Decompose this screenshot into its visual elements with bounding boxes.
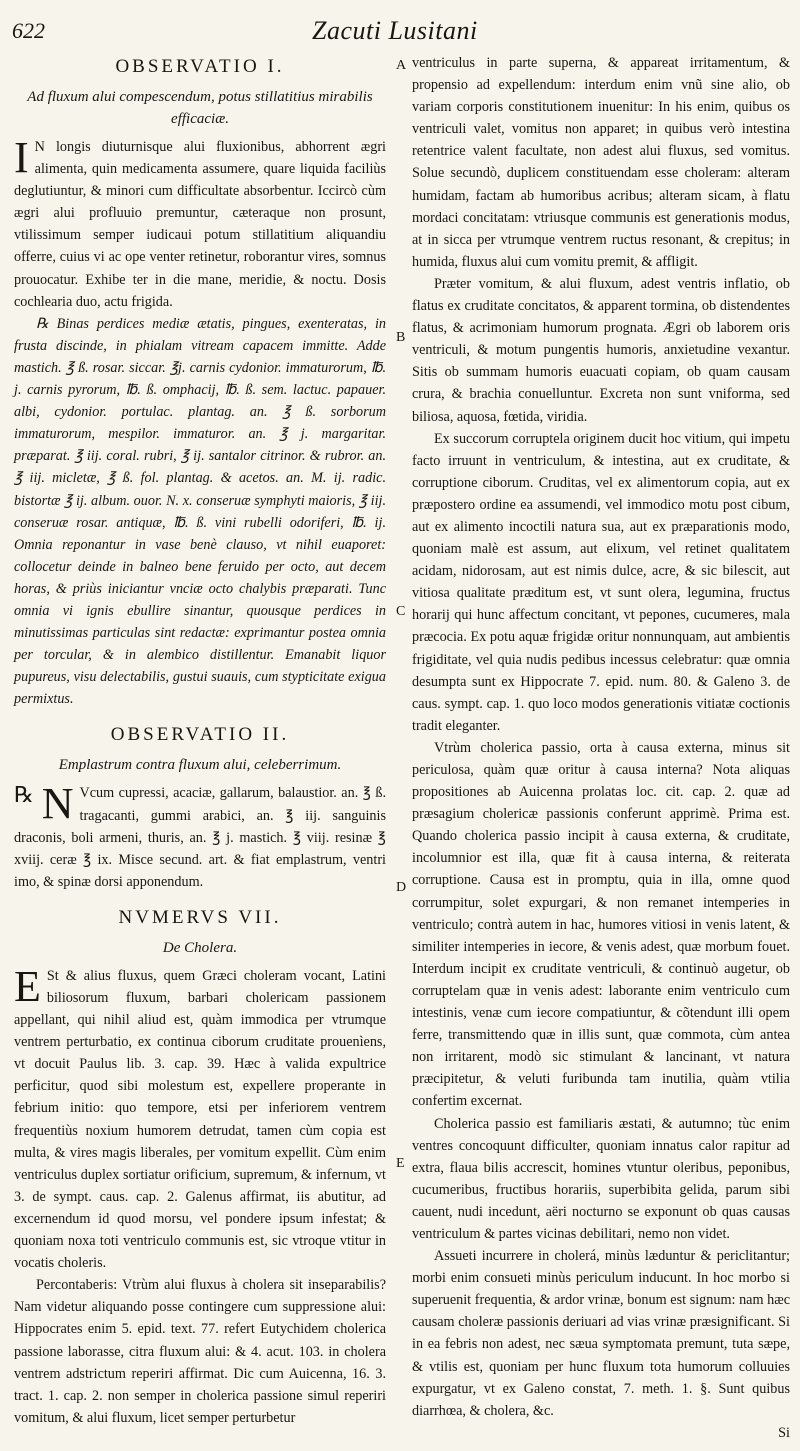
cholera-paragraph <box>14 961 386 1274</box>
paragraph: ventriculus in parte superna, & appareat irritamentum, & propensio ad expellendum: interdum enim vnũ sine alio, ob variam corporis constitutionem inuenitur: In his enim, quibus os ventriculi valet, vomitus non apparet; in quibus verò intestina retentrice valent facultate, non adest alui fluxus, sed vomitus. Solue secundò, duplicem constituendam esse choleram: alteram humidam, factam ab humoribus acribus; alteram sicam, à flatu mordaci concitatam: vtriusque communis est generationis modus, at in sicca per vtrumque ventrem ructus resonant, & crepitus; in humida, fluxus alui cum vomitu premit, & affligit. <box>412 55 790 270</box>
observation-2-subtitle: Emplastrum contra fluxum alui, celeberrimum. <box>58 757 342 774</box>
section-title: NVMERVS VII. <box>118 906 282 928</box>
observation-1-text: N longis diuturnisque alui fluxionibus, abhorrent ægri alimenta, quin medicamenta assumere, quare liquida faciliùs deglutiuntur, & minori cum difficultate absorbentur. Iccircò cùm ægri alui profluuio premuntur, cæteraque non prosunt, vtilissimum semper iudicaui potum stillatitium aliquandiu offerre, cuius vi ac ope venter retinetur, roborantur vires, somnus prouocatur. Exhibe ter in die mane, meridie, & noctu. Dosis cochlearia duo, actu frigida. <box>14 139 386 310</box>
margin-letter-a: A <box>396 58 407 73</box>
margin-letter-c: C <box>396 604 406 619</box>
recipe-1-text: Binas perdices mediæ ætatis, pingues, exenteratas, in frusta discinde, in phialam vitream capacem immitte. Adde mastich. ℥ ß. rosar. siccar. ℥j. carnis cydonior. immaturorum, ℔. j. carnis pyrorum, ℔. ß. omphacij, ℔. ß. sem. lactuc. papauer. albi, cydonior. portulac. plantag. an. ℥ ß. sorborum immaturorum, mespilor. immaturor. an. ℥ j. margaritar. præparat. ℥ iij. coral. rubri, ℥ ij. santalor citrinor. & rubror. an. ℥ iij. micletæ, ℥ ß. fol. plantag. & acetos. an. M. ij. radic. bistortæ ℥ ij. album. ouor. N. x. conseruæ symphyti maioris, ℥ iij. conseruæ rosar. antiquæ, ℔. ß. vini rubelli odoriferi, ℔. ij. Omnia reponantur in vase benè clauso, vt nihil euaporet: collocetur deinde in balneo bene feruido per octo, aut decem horas, & priùs iniciantur vnciæ octo chalybis præparati. Tunc omnia vi ignis ebullire sinantur, quousque perdices in minutissimas particulas sint redactæ: exprimantur postea omnia per torcular, & in alembico distillentur. Emanabit liquor pupureus, visu delectabilis, gustui suauis, cum stypticitate exigua permixtus. <box>14 315 387 708</box>
observation-2-paragraph <box>14 779 386 892</box>
drop-cap: N <box>41 779 74 829</box>
page-number: 622 <box>12 18 45 43</box>
running-title: Zacuti Lusitani <box>312 16 478 45</box>
page-header <box>12 8 788 48</box>
observation-1-paragraph <box>14 133 386 313</box>
paragraph: Ex succorum corruptela originem ducit hoc vitium, qui impetu facto irruunt in ventriculum, & intestina, aut ex cruditate, & corruptione ciborum. Cruditas, vel ex alimentorum copia, aut ex præpostero ordine ea assumendi, vel immodico motu post cibum, aut ex alimento incoctili natura sua, aut ex præparationis modo, quoniam malè est assum, aut elixum, vel retinet qualitatem acidam, nidorosam, aut est nimis dulce, acre, & sic bilescit, aut vitiosa qualitate præditum est, vt sunt olera, legumina, fructus horarij qui hunc affectum concitant, vt pepones, cucumeres, mala præcocia. Ex potu aquæ frigidæ oritur nonnunquam, aut ambientis frigiditate, vel quia nudis pedibus incessus celebratur: quæ omnia desumpta sunt ex Hippocrate 7. epid. num. 80. & Galeno 3. de caus. sympt. cap. 1. quo loco modos generationis vitiatæ coctionis tradit eleganter. <box>412 430 790 734</box>
drop-cap: E <box>14 961 41 1011</box>
recipe-icon: ℞ <box>14 782 34 808</box>
drop-cap: I <box>14 133 29 182</box>
catchword: Si <box>778 1424 790 1441</box>
section-subtitle: De Cholera. <box>162 939 238 956</box>
paragraph: Præter vomitum, & alui fluxum, adest ventris inflatio, ob flatus ex cruditate concitatos, & apparent tormina, ob distendentes flatus, & acrimoniam humorum prognata. Ægri ob laborem oris ventriculi, & motum pungentis humoris, anxietudine vexantur. Sitis ob summam humoris euacuati copiam, ob quam causam crura, & brachia conuelluntur. Excreta non sunt vniforma, sed biliosa, aquosa, fœtida, viridia. <box>412 275 790 425</box>
question-paragraph: Percontaberis: Vtrùm alui fluxus à cholera sit inseparabilis? Nam videtur aliquando posse contingere cum suppressione alui: Hippocrates enim 5. epid. text. 77. refert Eutychidem cholerica passione laborasse, citra fluxum alui: & 4. acut. 103. in cholera ventrem adstrictum reperiri affirmat. Dic cum Auicenna, 16. 3. tract. 1. cap. 2. non semper in cholerica passione simul reperiri vomitum, & alui fluxum, licet semper perturbetur <box>14 1277 386 1426</box>
recipe-1-paragraph <box>14 313 386 711</box>
margin-letter-e: E <box>396 1156 405 1171</box>
observation-2-title: OBSERVATIO II. <box>110 724 290 746</box>
right-column <box>412 52 790 1444</box>
paragraph: Vtrùm cholerica passio, orta à causa externa, minus sit periculosa, quàm quæ oritur à causa interna? Nota aliquas propositiones ab Auicenna prolatas loc. cit. cap. 2. quæ ad præsagium cholericæ passionis conferunt apprimè. Prima est. Quando cholerica passio incipit à causa externa, & cruditate, incolumnior est illa, quæ fit à causa interna, & reiterata corruptione. Causa est in promptu, quia in illa, omne quod corrumpitur, solet expurgari, & non remanet intemperies in ventriculo; contrà autem in hac, humores vitiosi in venis latent, & similiter intemperies in iecore, & venis adest, quæ morbum fouet. Interdum incipit ex cruditate ventriculi, & continuò augetur, ob corruptelam quæ in venis adest: laborante enim ventriculo cum intestinis, venæ cum iecore compatiuntur, & cõtendunt illi opem ferre, transmittendo quæ in illis sunt, quæ commota, cùm antea non irritarent, modò sic stimulant & lancinant, vt natura præcipitetur, & veluti furibunda tam inutilia, quàm vtilia confertim excernat. <box>412 739 790 1110</box>
cholera-text: St & alius fluxus, quem Græci choleram vocant, Latini biliosorum fluxum, barbari cholericam passionem appellant, qui nihil aliud est, quàm immodica per vtrumque ventrem perturbatio, ex continua ciborum cruditate prouenìens, vt docuit Paulus lib. 3. cap. 39. Hæc à valida expultrice perficitur, quod sibi molestum est, expellere properante in febrium initio: quo tempore, etsi per inferiorem ventrem frequentiùs noxium humorem detrudat, tamen cùm copia est multa, & vires magis liberales, per vomitum expellit. Cùm enim ventriculus duplex sortiatur orificium, supremum, & infernum, vt 3. de sympt. caus. cap. 2. Galenus affirmat, iis abutitur, ad excernendum id quod morsu, vel pondere ipsum infestat; & quoniam noxa toti ventriculo communis est, sic vtroque vtitur in vocatis choleris. <box>14 967 386 1272</box>
paragraph: Cholerica passio est familiaris æstati, & autumno; tùc enim ventres concoquunt difficulter, quoniam innatus calor rapitur ad extra, flaua bilis accrescit, homines vtuntur oleribus, peponibus, cucumeribus, fructibus horariis, superbibita gelida, parum sibi cauent, nudi incedunt, aëri nocturno se exponunt ob quas causas ventriculum & partes vicinas debilitari, nemo non videt. <box>412 1115 790 1242</box>
left-column <box>14 52 386 1429</box>
recipe-icon: ℞ <box>36 315 49 332</box>
margin-letter-b: B <box>396 330 406 345</box>
paragraph: Assueti incurrere in cholerá, minùs læduntur & periclitantur; morbi enim consueti minùs periculum inducunt. In hoc morbo si superuenit frequentia, & ardor vrinæ, bonum est signum: nam hæc causam choleræ passionis deriuari ad vias vrinæ præsignificant. Si in ea febris non adest, nec sæua symptomata premunt, tuta sæpe, & vtilis est, quoniam per hunc fluxum tota humorum colluuies expurgatur, vt ex Galeno constat, 7. meth. 1. §. Sunt quibus diarrhœa, & cholera, &c. <box>412 1248 790 1419</box>
observation-2-text: Vcum cupressi, acaciæ, gallarum, balaustior. an. ℥ ß. tragacanti, gummi arabici, an. ℥ iij. sanguinis draconis, boli armeni, thuris, an. ℥ j. mastich. ℥ viij. resinæ ℥ xviij. ceræ ℥ ix. Misce secund. art. & fiat emplastrum, ventri imo, & spinæ dorsi apponendum. <box>14 785 386 890</box>
observation-1-subtitle: Ad fluxum alui compescendum, potus stillatitius mirabilis efficaciæ. <box>27 89 373 127</box>
margin-letter-d: D <box>396 880 407 895</box>
observation-1-title: OBSERVATIO I. <box>115 56 285 77</box>
